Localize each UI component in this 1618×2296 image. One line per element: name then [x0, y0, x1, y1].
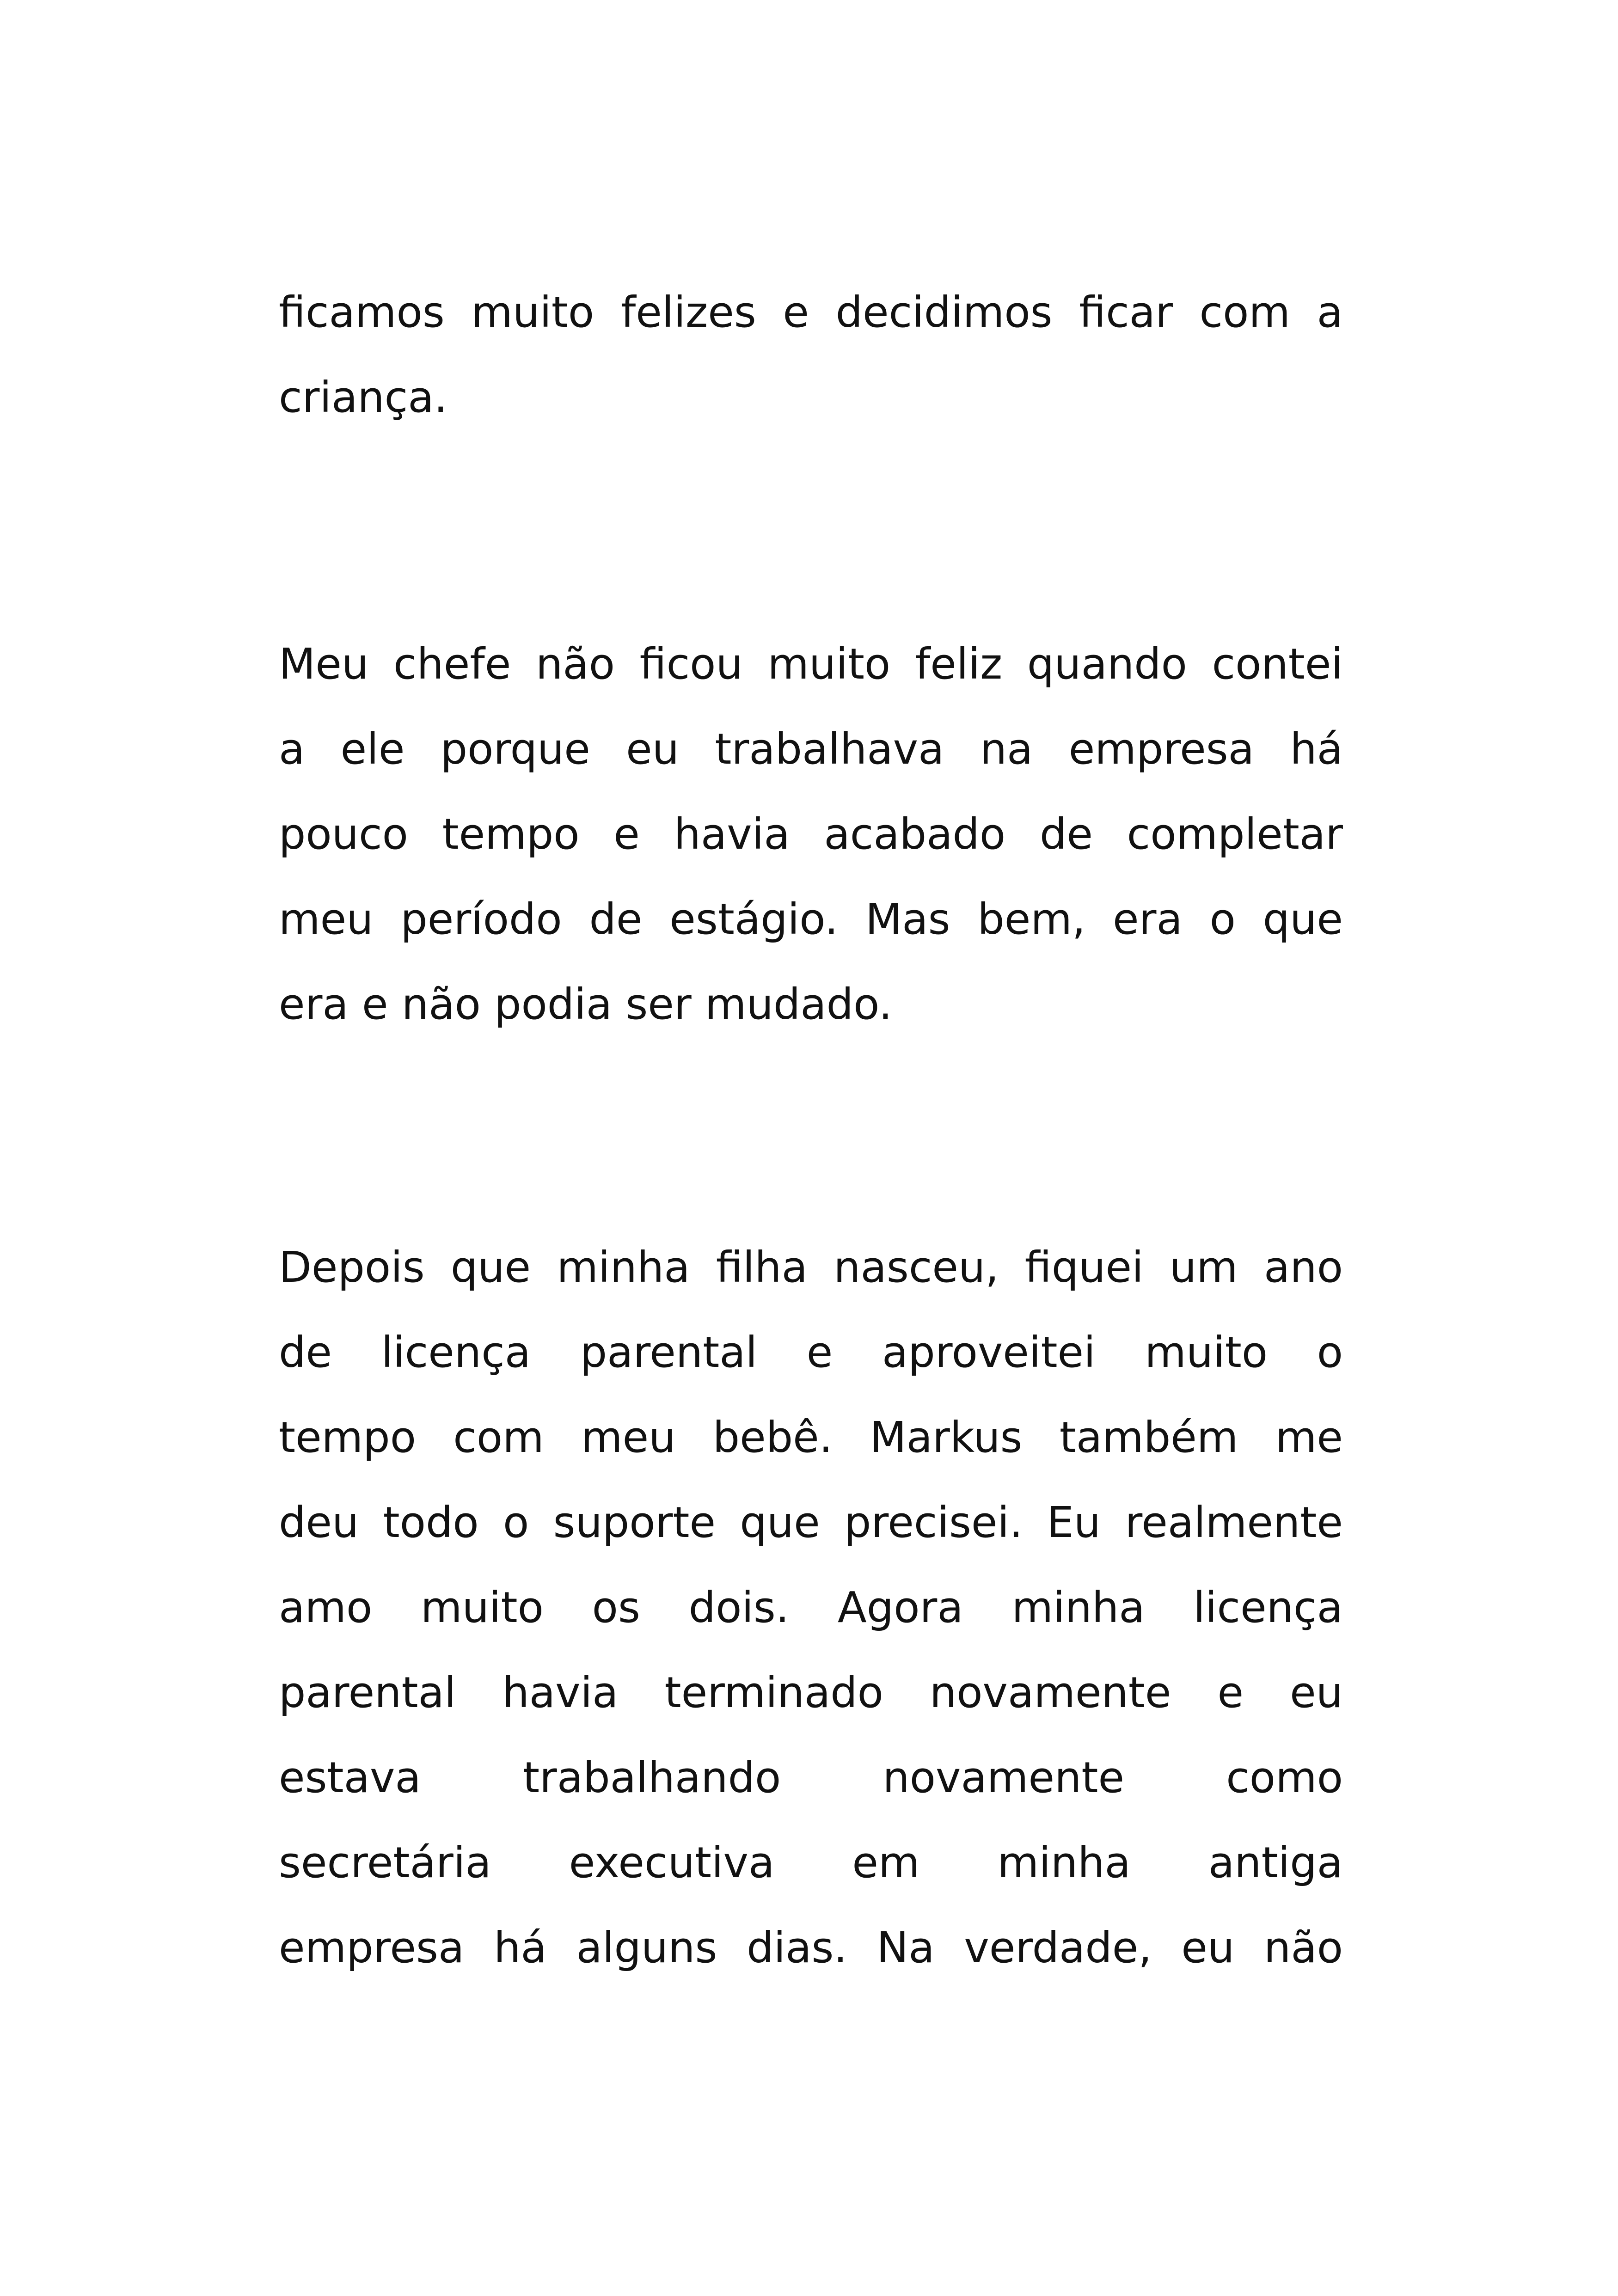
paragraph-3	[279, 1225, 1343, 1990]
text-line: deu todo o suporte que precisei. Eu realmente	[279, 1498, 1343, 1547]
text-line: tempo com meu bebê. Markus também me	[279, 1413, 1343, 1462]
text-line: empresa há alguns dias. Na verdade, eu não	[279, 1923, 1343, 1972]
text-line: de licença parental e aproveitei muito o	[279, 1328, 1343, 1377]
text-line: a ele porque eu trabalhava na empresa há	[279, 724, 1343, 774]
paragraph-2	[279, 622, 1343, 1047]
text-line: secretária executiva em minha antiga	[279, 1838, 1343, 1887]
text-line: amo muito os dois. Agora minha licença	[279, 1583, 1343, 1632]
text-line: estava trabalhando novamente como	[279, 1753, 1343, 1802]
text-line: Meu chefe não ficou muito feliz quando contei	[279, 639, 1343, 689]
text-line: meu período de estágio. Mas bem, era o que	[279, 894, 1343, 944]
text-line: Depois que minha filha nasceu, fiquei um ano	[279, 1243, 1343, 1292]
text-line: criança.	[279, 373, 447, 422]
text-line: ficamos muito felizes e decidimos ficar com a	[279, 288, 1343, 337]
paragraph-1	[279, 270, 1343, 440]
text-line: era e não podia ser mudado.	[279, 980, 892, 1029]
text-line: pouco tempo e havia acabado de completar	[279, 809, 1343, 859]
text-line: parental havia terminado novamente e eu	[279, 1668, 1343, 1717]
